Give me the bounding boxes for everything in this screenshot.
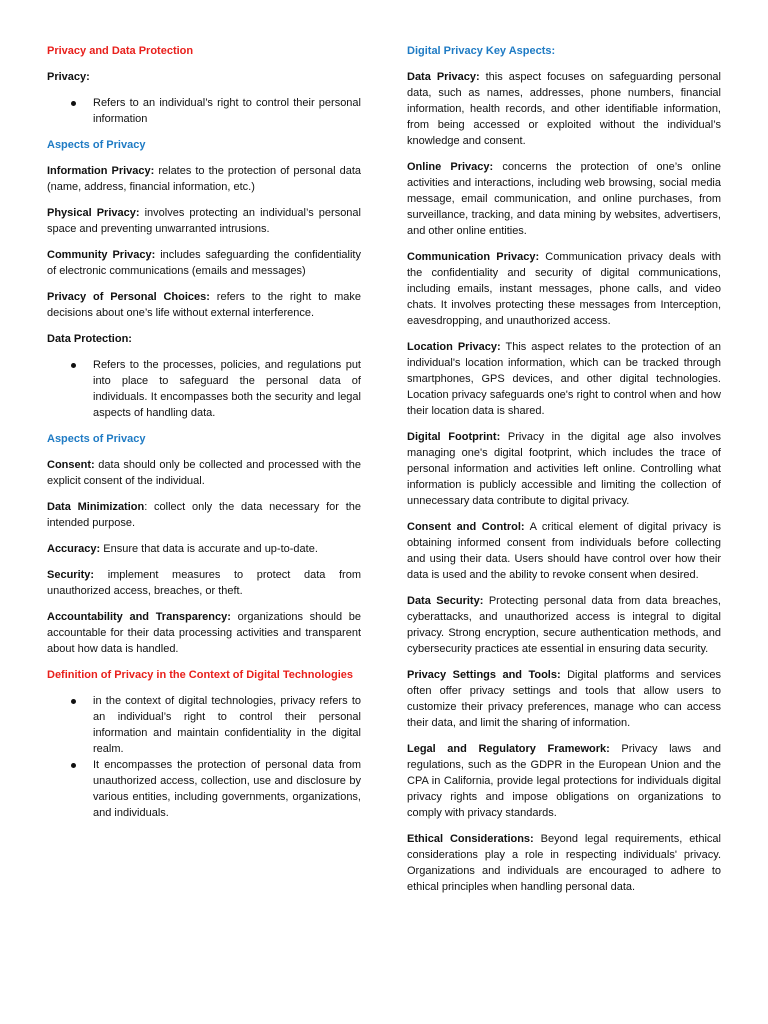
key-aspect-text: A critical element of digital privacy is obtaining informed consent from individuals before collecting and using their data. Users should have control over how their data is used and the ability to revoke consent when desired.	[407, 521, 721, 581]
key-aspect-term: Privacy Settings and Tools:	[407, 669, 561, 681]
key-aspect-item	[407, 249, 721, 329]
section-heading-definition: Definition of Privacy in the Context of Digital Technologies	[47, 669, 353, 681]
key-aspect-text: Communication privacy deals with the confidentiality and security of digital communications, including emails, instant messages, phone calls, and video chats. It involves protecting these messages from Interception, eavesdropping, and unauthorized access.	[407, 251, 721, 327]
aspect-term: Information Privacy:	[47, 165, 155, 177]
key-aspect-term: Legal and Regulatory Framework:	[407, 743, 610, 755]
list-item	[47, 757, 361, 821]
privacy-bullet-list	[47, 95, 361, 127]
bullet-icon	[71, 363, 76, 368]
key-aspect-item	[407, 339, 721, 419]
aspect-item	[47, 457, 361, 489]
bullet-icon	[71, 101, 76, 106]
bullet-text: It encompasses the protection of personal data from unauthorized access, collection, use and disclosure by various entities, including governments, organizations, and individuals.	[93, 759, 361, 819]
list-item	[47, 95, 361, 127]
aspect-text: involves protecting an individual’s personal space and preventing unwarranted intrusions.	[47, 207, 361, 235]
document-title: Privacy and Data Protection	[47, 45, 194, 57]
aspect-item	[47, 567, 361, 599]
data-protection-label: Data Protection:	[47, 333, 132, 345]
aspect-term: Data Minimization	[47, 501, 145, 513]
section-heading-aspects-of-privacy: Aspects of Privacy	[47, 139, 146, 151]
key-aspect-item	[407, 159, 721, 239]
bullet-text: Refers to an individual’s right to control their personal information	[93, 97, 361, 125]
aspect-item	[47, 163, 361, 195]
list-item	[47, 357, 361, 421]
bullet-icon	[71, 699, 76, 704]
aspect-item	[47, 247, 361, 279]
key-aspect-term: Online Privacy:	[407, 161, 494, 173]
key-aspect-text: Privacy in the digital age also involves managing one's digital footprint, which includes the trace of personal information and activities left online. Controlling what information is publicly accessible and limiting the collection of unnecessary data contribute to digital privacy.	[407, 431, 721, 507]
key-aspect-text: concerns the protection of one’s online activities and interactions, including web browsing, social media message, email communication, and online purchases, from surveillance, tracking, and data mining by websites, advertisers, and other online entities.	[407, 161, 722, 237]
key-aspect-term: Location Privacy:	[407, 341, 501, 353]
key-aspect-text: Digital platforms and services often offer privacy settings and tools that allow users to customize their privacy preferences, manage who can access their data, and limit the sharing of information.	[407, 669, 721, 729]
key-aspect-text: This aspect relates to the protection of an individual's location information, which can be tracked through smartphones, GPS devices, and other digital technologies. Location privacy safeguards one's right to control when and how their location data is shared.	[407, 341, 722, 417]
key-aspect-term: Data Privacy:	[407, 71, 480, 83]
bullet-text: Refers to the processes, policies, and regulations put into place to safeguard the personal data of individuals. It encompasses both the security and legal aspects of handling data.	[93, 359, 361, 419]
aspect-term: Security:	[47, 569, 95, 581]
key-aspect-text: Protecting personal data from data breaches, cyberattacks, and unauthorized access is integral to digital privacy. Strong encryption, secure authentication methods, and cybersecurity practices ate essential in ensuring data security.	[407, 595, 721, 655]
aspect-text: refers to the right to make decisions about one’s life without external interference.	[47, 291, 362, 319]
section-heading-digital-privacy: Digital Privacy Key Aspects:	[407, 45, 556, 57]
aspect-term: Accuracy:	[47, 543, 101, 555]
key-aspect-term: Ethical Considerations:	[407, 833, 534, 845]
definition-bullet-list	[47, 693, 361, 821]
aspect-item	[47, 609, 361, 657]
right-column	[407, 43, 721, 905]
key-aspect-item	[407, 429, 721, 509]
aspect-item	[47, 499, 361, 531]
bullet-text: in the context of digital technologies, privacy refers to an individual’s right to control their personal information and maintain confidentiality in the digital realm.	[93, 695, 361, 755]
key-aspect-text: this aspect focuses on safeguarding personal data, such as names, addresses, phone numbers, financial information, health records, and other identifiable information, from being accessed or exploited without the individual’s knowledge and consent.	[407, 71, 721, 147]
aspect-term: Community Privacy:	[47, 249, 156, 261]
key-aspect-text: Privacy laws and regulations, such as the GDPR in the European Union and the CPA in California, provide legal protections for individuals digital privacy rights and impose obligations on organizations to comply with privacy standards.	[407, 743, 722, 819]
key-aspect-item	[407, 519, 721, 583]
aspect-term: Physical Privacy:	[47, 207, 140, 219]
aspect-text: Ensure that data is accurate and up-to-date.	[100, 543, 318, 555]
key-aspect-term: Communication Privacy:	[407, 251, 540, 263]
key-aspect-text: Beyond legal requirements, ethical considerations play a role in respecting individuals' privacy. Organizations and individuals are encouraged to adhere to ethical principles when handling personal data.	[407, 833, 721, 893]
aspect-text: organizations should be accountable for their data processing activities and transparent about how data is handled.	[47, 611, 362, 655]
aspect-text: data should only be collected and processed with the explicit consent of the individual.	[47, 459, 361, 487]
aspect-item	[47, 541, 361, 557]
key-aspect-item	[407, 741, 721, 821]
data-protection-bullet-list	[47, 357, 361, 421]
aspect-item	[47, 289, 361, 321]
aspect-term: Consent:	[47, 459, 95, 471]
key-aspect-item	[407, 831, 721, 895]
left-column	[47, 43, 361, 831]
privacy-label: Privacy:	[47, 71, 90, 83]
aspect-term: Accountability and Transparency:	[47, 611, 231, 623]
aspect-text: implement measures to protect data from unauthorized access, breaches, or theft.	[47, 569, 361, 597]
aspect-text: : collect only the data necessary for the intended purpose.	[47, 501, 361, 529]
section-heading-aspects-of-privacy-2: Aspects of Privacy	[47, 433, 146, 445]
aspect-item	[47, 205, 361, 237]
aspect-text: includes safeguarding the confidentiality of electronic communications (emails and messages)	[47, 249, 361, 277]
key-aspect-item	[407, 667, 721, 731]
key-aspect-term: Data Security:	[407, 595, 484, 607]
key-aspect-item	[407, 69, 721, 149]
list-item	[47, 693, 361, 757]
key-aspect-item	[407, 593, 721, 657]
aspect-term: Privacy of Personal Choices:	[47, 291, 210, 303]
bullet-icon	[71, 763, 76, 768]
key-aspect-term: Digital Footprint:	[407, 431, 501, 443]
aspect-text: relates to the protection of personal data (name, address, financial information, etc.)	[47, 165, 362, 193]
key-aspect-term: Consent and Control:	[407, 521, 525, 533]
